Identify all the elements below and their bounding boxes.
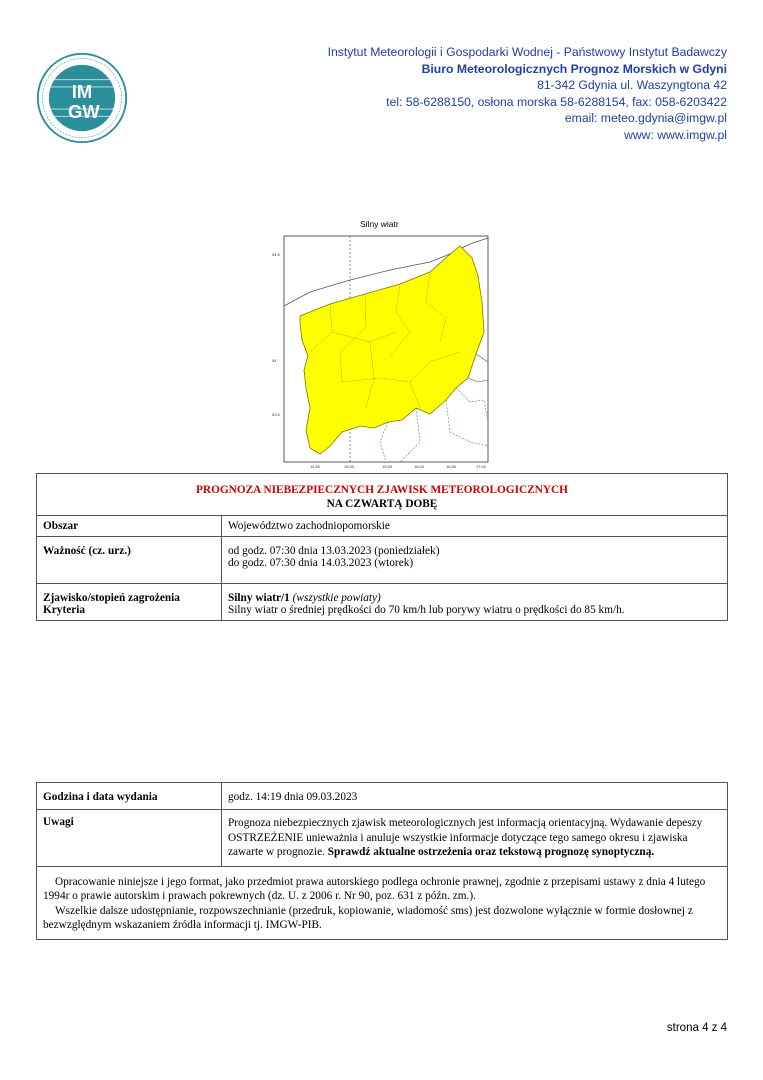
institute-name: Instytut Meteorologii i Gospodarki Wodnej - Państwowy Instytut Badawczy [327, 45, 727, 59]
x-tick-label: 15.50 [382, 464, 393, 469]
office-name: Biuro Meteorologicznych Prognoz Morskich w Gdyni [421, 61, 727, 76]
page-number: strona 4 z 4 [666, 1022, 727, 1034]
phenomenon-criteria-label [37, 584, 222, 621]
phenomenon-value: Silny wiatr/1 [228, 592, 290, 604]
phenomenon-scope: (wszystkie powiaty) [292, 592, 381, 604]
copyright-paragraph-1: Opracowanie niniejsze i jego format, jako przedmiot prawa autorskiego podlega ochronie prawnej, zgodnie z przepisami ustawy z dnia 4 lutego 1994r o prawie autorskim i prawach pokrewnych (dz. U. z 2006 r. Nr 90, poz. 631 z późn. zm.). [43, 875, 706, 902]
address: 81-342 Gdynia ul. Waszyngtona 42 [537, 78, 727, 93]
x-tick-label: 17.00 [476, 464, 487, 469]
phenomenon-label: Zjawisko/stopień zagrożenia [43, 592, 180, 604]
criteria-value: Silny wiatr o średniej prędkości do 70 km/h lub porywy wiatru o prędkości do 85 km/h. [228, 604, 625, 616]
logo-text-bottom: GW [68, 101, 100, 123]
logo-text-top: IM [71, 81, 93, 102]
email: email: meteo.gdynia@imgw.pl [564, 111, 727, 126]
x-tick-label: 14.50 [310, 464, 321, 469]
warning-map [270, 232, 500, 470]
x-tick-label: 15.00 [344, 464, 355, 469]
validity-to: do godz. 07:30 dnia 14.03.2023 (wtorek) [228, 557, 414, 569]
remarks-value [222, 810, 728, 867]
map-title: Silny wiatr [360, 219, 399, 229]
warning-title-line2: NA CZWARTĄ DOBĘ [326, 498, 438, 510]
criteria-label: Kryteria [43, 604, 86, 616]
copyright-paragraph-2: Wszelkie dalsze udostępnianie, rozpowszechnianie (przedruk, kopiowanie, wiadomość sms) jest dozwolone wyłącznie w formie dosłownej z bezwzględnym wskazaniem źródła informacji tj. IMGW-PIB. [43, 904, 693, 931]
issued-value: godz. 14:19 dnia 09.03.2023 [222, 783, 728, 810]
validity-value [222, 537, 728, 584]
y-tick-label: 53.5 [272, 412, 280, 417]
issue-table [36, 782, 728, 940]
remarks-bold: Sprawdź aktualne ostrzeżenia oraz tekstową prognozę synoptyczną. [327, 846, 655, 858]
institution-header [267, 44, 727, 144]
x-tick-label: 16.50 [446, 464, 457, 469]
validity-from: od godz. 07:30 dnia 13.03.2023 (poniedziałek) [228, 545, 440, 557]
imgw-logo [36, 52, 128, 144]
validity-label: Ważność (cz. urz.) [37, 537, 222, 584]
area-label: Obszar [37, 516, 222, 537]
remarks-text: Prognoza niebezpiecznych zjawisk meteorologicznych jest informacją orientacyjną. Wydawanie depeszy OSTRZEŻENIE unieważnia i anuluje wszystkie informacje dotyczące tego samego okresu i zjawiska zawarte w prognozie. [228, 817, 703, 858]
x-tick-label: 16.00 [414, 464, 425, 469]
warning-title [37, 474, 728, 516]
phenomenon-criteria-value [222, 584, 728, 621]
remarks-label: Uwagi [37, 810, 222, 867]
copyright-notice [37, 866, 728, 939]
issued-label: Godzina i data wydania [37, 783, 222, 810]
y-tick-label: 54 [272, 358, 277, 363]
website: www: www.imgw.pl [624, 127, 727, 142]
phone-fax: tel: 58-6288150, osłona morska 58-6288154, fax: 058-6203422 [386, 94, 727, 109]
area-value: Województwo zachodniopomorskie [222, 516, 728, 537]
warning-table [36, 473, 728, 621]
y-tick-label: 54.5 [272, 252, 280, 257]
warning-title-line1: PROGNOZA NIEBEZPIECZNYCH ZJAWISK METEOROLOGICZNYCH [196, 484, 568, 496]
